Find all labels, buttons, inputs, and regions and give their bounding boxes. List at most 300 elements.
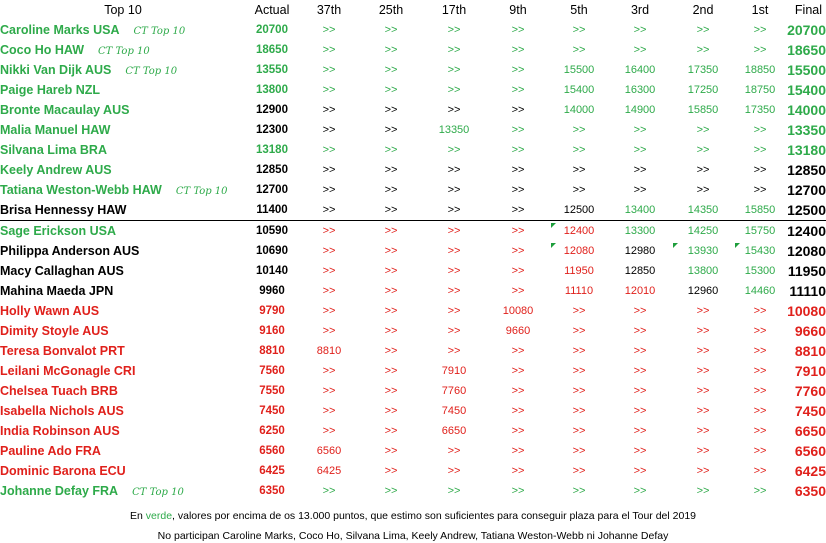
rider-name: Malia Manuel HAW bbox=[0, 123, 111, 137]
projection-cell: >> bbox=[753, 44, 767, 56]
final-points: 7760 bbox=[794, 383, 826, 399]
final-points: 12700 bbox=[787, 182, 826, 198]
projection-cell: >> bbox=[384, 225, 398, 237]
projection-cell: >> bbox=[447, 465, 461, 477]
projection-cell: >> bbox=[753, 425, 767, 437]
rider-name: Nikki Van Dijk AUS bbox=[0, 63, 112, 77]
column-header-name: Top 10 bbox=[104, 3, 142, 17]
rider-cell bbox=[0, 421, 246, 441]
ct-top10-tag: CT Top 10 bbox=[175, 186, 228, 197]
projection-cell: >> bbox=[384, 104, 398, 116]
projection-cell: >> bbox=[447, 84, 461, 96]
projection-cell: >> bbox=[572, 365, 586, 377]
projection-cell: 15400 bbox=[563, 84, 595, 96]
projection-cell: 6425 bbox=[316, 465, 342, 477]
projection-cell: 12960 bbox=[687, 285, 719, 297]
projection-cell: >> bbox=[753, 405, 767, 417]
projection-cell: >> bbox=[572, 485, 586, 497]
table-row bbox=[0, 421, 826, 441]
final-points: 12500 bbox=[786, 200, 826, 221]
projection-cell: >> bbox=[384, 385, 398, 397]
projection-cell: >> bbox=[447, 325, 461, 337]
projection-cell: 13800 bbox=[687, 265, 719, 277]
projection-cell: >> bbox=[511, 425, 525, 437]
projection-cell: >> bbox=[447, 445, 461, 457]
actual-points: 20700 bbox=[256, 24, 288, 36]
projection-cell: >> bbox=[486, 200, 550, 221]
projection-cell: >> bbox=[696, 305, 710, 317]
final-points: 18650 bbox=[787, 42, 826, 58]
projection-cell: >> bbox=[360, 200, 422, 221]
projection-cell: >> bbox=[753, 465, 767, 477]
projection-cell: 8810 bbox=[316, 345, 342, 357]
footnote-suffix: , valores por encima de os 13.000 puntos, que estimo son suficientes para conseguir plaza para el Tour del 2019 bbox=[172, 510, 696, 522]
table-row bbox=[0, 20, 826, 40]
actual-points: 13180 bbox=[256, 144, 288, 156]
projection-cell: >> bbox=[753, 305, 767, 317]
projection-cell: >> bbox=[511, 24, 525, 36]
rider-name: Bronte Macaulay AUS bbox=[0, 103, 130, 117]
projection-cell: >> bbox=[447, 144, 461, 156]
projection-cell: >> bbox=[696, 144, 710, 156]
projection-cell: 6650 bbox=[441, 425, 467, 437]
actual-points: 7450 bbox=[259, 405, 285, 417]
projection-cell: >> bbox=[572, 124, 586, 136]
projection-cell: >> bbox=[753, 124, 767, 136]
projection-cell: >> bbox=[384, 164, 398, 176]
rider-name: Dominic Barona ECU bbox=[0, 464, 126, 478]
rider-cell bbox=[0, 60, 246, 80]
actual-points: 12850 bbox=[256, 164, 288, 176]
projection-cell: >> bbox=[384, 445, 398, 457]
projection-cell: >> bbox=[633, 485, 647, 497]
projection-cell: >> bbox=[511, 245, 525, 257]
final-points: 12850 bbox=[787, 162, 826, 178]
rider-cell bbox=[0, 140, 246, 160]
actual-points: 7560 bbox=[259, 365, 285, 377]
actual-points: 11400 bbox=[246, 200, 298, 221]
projection-cell: >> bbox=[511, 144, 525, 156]
projection-cell: 14000 bbox=[563, 104, 595, 116]
projection-cell: >> bbox=[447, 305, 461, 317]
projection-cell: >> bbox=[322, 285, 336, 297]
projection-cell: 15850 bbox=[687, 104, 719, 116]
ct-top10-tag: CT Top 10 bbox=[132, 487, 184, 498]
rider-name: Leilani McGonagle CRI bbox=[0, 364, 136, 378]
projection-cell: >> bbox=[511, 265, 525, 277]
column-header-actual: Actual bbox=[254, 3, 290, 17]
projection-cell: >> bbox=[572, 405, 586, 417]
projection-cell: >> bbox=[384, 265, 398, 277]
projection-cell: >> bbox=[511, 184, 525, 196]
projection-cell: 16300 bbox=[624, 84, 656, 96]
projection-cell: >> bbox=[696, 465, 710, 477]
projection-cell: >> bbox=[384, 485, 398, 497]
rider-name: Dimity Stoyle AUS bbox=[0, 324, 109, 338]
projection-cell: >> bbox=[447, 164, 461, 176]
projection-cell: >> bbox=[633, 144, 647, 156]
rider-name: Philippa Anderson AUS bbox=[0, 244, 140, 258]
actual-points: 6350 bbox=[259, 485, 285, 497]
final-points: 11950 bbox=[787, 263, 826, 279]
projection-cell: 10080 bbox=[502, 305, 534, 317]
final-points: 11110 bbox=[789, 283, 826, 299]
projection-cell: >> bbox=[384, 285, 398, 297]
rider-name: Coco Ho HAW bbox=[0, 43, 85, 57]
projection-cell: >> bbox=[384, 64, 398, 76]
projection-cell: >> bbox=[447, 225, 461, 237]
projection-cell: 12980 bbox=[624, 245, 656, 257]
projection-cell: >> bbox=[447, 345, 461, 357]
projection-cell: >> bbox=[384, 365, 398, 377]
table-row bbox=[0, 481, 826, 501]
rider-name: Isabella Nichols AUS bbox=[0, 404, 124, 418]
projection-cell: 11950 bbox=[564, 265, 594, 277]
table-row bbox=[0, 180, 826, 200]
rider-cell bbox=[0, 321, 246, 341]
projection-cell: >> bbox=[696, 365, 710, 377]
projection-cell: >> bbox=[753, 345, 767, 357]
column-header-final: Final bbox=[794, 3, 822, 17]
actual-points: 10690 bbox=[256, 245, 288, 257]
projection-cell: 7450 bbox=[441, 405, 467, 417]
column-header-37th: 37th bbox=[316, 3, 342, 17]
projection-cell: >> bbox=[322, 164, 336, 176]
rider-name: Teresa Bonvalot PRT bbox=[0, 344, 125, 358]
column-header-5th: 5th bbox=[570, 3, 588, 17]
projection-cell: >> bbox=[753, 164, 767, 176]
rider-name: Caroline Marks USA bbox=[0, 23, 120, 37]
projection-cell: 6560 bbox=[316, 445, 342, 457]
table-row bbox=[0, 200, 826, 221]
rider-cell bbox=[0, 461, 246, 481]
projection-cell: >> bbox=[633, 425, 647, 437]
actual-points: 10590 bbox=[256, 225, 288, 237]
projection-cell: >> bbox=[511, 124, 525, 136]
final-points: 15400 bbox=[787, 82, 826, 98]
projection-cell: >> bbox=[753, 184, 767, 196]
projection-cell: >> bbox=[511, 64, 525, 76]
projection-cell: >> bbox=[322, 44, 336, 56]
header-row bbox=[0, 0, 826, 20]
footnote-absent-note: No participan Caroline Marks, Coco Ho, Silvana Lima, Keely Andrew, Tatiana Weston-Webb ni Johanne Defay bbox=[157, 530, 669, 542]
projection-cell: >> bbox=[696, 345, 710, 357]
projection-cell: >> bbox=[633, 305, 647, 317]
actual-points: 12300 bbox=[256, 124, 288, 136]
projection-cell: 9660 bbox=[505, 325, 531, 337]
cell-marker-icon bbox=[735, 243, 740, 248]
rider-name: Silvana Lima BRA bbox=[0, 143, 107, 157]
projection-cell: >> bbox=[384, 184, 398, 196]
projection-cell: >> bbox=[572, 445, 586, 457]
final-points: 13180 bbox=[787, 142, 826, 158]
projection-cell: 18750 bbox=[744, 84, 776, 96]
actual-points: 13550 bbox=[256, 64, 288, 76]
projection-cell: >> bbox=[633, 164, 647, 176]
footnote-prefix: En bbox=[130, 510, 146, 522]
projection-cell: >> bbox=[696, 44, 710, 56]
projection-cell: >> bbox=[384, 325, 398, 337]
projection-cell: 17350 bbox=[687, 64, 719, 76]
projection-cell: >> bbox=[633, 345, 647, 357]
projection-cell: 7910 bbox=[441, 365, 467, 377]
projection-cell: >> bbox=[322, 385, 336, 397]
projection-cell: >> bbox=[511, 345, 525, 357]
projection-cell: >> bbox=[384, 24, 398, 36]
table-row bbox=[0, 361, 826, 381]
projection-cell: >> bbox=[753, 445, 767, 457]
final-points: 12080 bbox=[787, 243, 826, 259]
table-row bbox=[0, 261, 826, 281]
actual-points: 7550 bbox=[259, 385, 285, 397]
projection-cell: >> bbox=[633, 325, 647, 337]
table-row bbox=[0, 160, 826, 180]
projection-cell: 14250 bbox=[687, 225, 719, 237]
projection-cell: >> bbox=[384, 465, 398, 477]
ct-top10-tag: CT Top 10 bbox=[133, 26, 186, 37]
table-row bbox=[0, 80, 826, 100]
rider-cell bbox=[0, 20, 246, 40]
column-header-17th: 17th bbox=[441, 3, 467, 17]
projection-cell: >> bbox=[696, 164, 710, 176]
projection-cell: >> bbox=[384, 245, 398, 257]
rider-cell bbox=[0, 80, 246, 100]
table-row bbox=[0, 120, 826, 140]
projection-cell: 13350 bbox=[438, 124, 470, 136]
rider-name: Tatiana Weston-Webb HAW bbox=[0, 183, 162, 197]
projection-cell: >> bbox=[696, 405, 710, 417]
actual-points: 9960 bbox=[259, 285, 285, 297]
cell-marker-icon bbox=[551, 223, 556, 228]
projection-cell: >> bbox=[633, 445, 647, 457]
rider-cell bbox=[0, 401, 246, 421]
projection-cell: >> bbox=[511, 164, 525, 176]
final-points: 9660 bbox=[794, 323, 826, 339]
ct-top10-tag: CT Top 10 bbox=[125, 66, 178, 77]
rider-cell bbox=[0, 441, 246, 461]
rider-cell bbox=[0, 301, 246, 321]
actual-points: 9790 bbox=[259, 305, 285, 317]
projection-cell: >> bbox=[633, 44, 647, 56]
cell-marker-icon bbox=[551, 243, 556, 248]
projection-cell: >> bbox=[322, 245, 336, 257]
final-points: 6650 bbox=[794, 423, 826, 439]
projection-cell: >> bbox=[696, 24, 710, 36]
projection-cell: >> bbox=[511, 104, 525, 116]
projection-cell: 15850 bbox=[734, 200, 786, 221]
projection-cell: >> bbox=[572, 164, 586, 176]
projection-cell: >> bbox=[753, 485, 767, 497]
rider-cell bbox=[0, 200, 246, 221]
projection-cell: >> bbox=[572, 345, 586, 357]
rider-name: Paige Hareb NZL bbox=[0, 83, 101, 97]
projection-cell: 11110 bbox=[564, 285, 594, 297]
projection-cell: 17250 bbox=[687, 84, 719, 96]
footnote-green-note bbox=[0, 510, 826, 522]
final-points: 6425 bbox=[794, 463, 826, 479]
projection-cell: >> bbox=[633, 405, 647, 417]
projection-cell: >> bbox=[633, 124, 647, 136]
final-points: 14000 bbox=[787, 102, 826, 118]
table-row bbox=[0, 281, 826, 301]
rider-cell bbox=[0, 180, 246, 200]
projection-cell: >> bbox=[322, 425, 336, 437]
projection-cell: >> bbox=[447, 104, 461, 116]
projection-cell: >> bbox=[511, 465, 525, 477]
projection-cell: >> bbox=[447, 485, 461, 497]
projection-cell: >> bbox=[322, 405, 336, 417]
actual-points: 12900 bbox=[256, 104, 288, 116]
projection-cell: >> bbox=[696, 425, 710, 437]
projection-cell: >> bbox=[753, 144, 767, 156]
projection-cell: >> bbox=[322, 305, 336, 317]
table-row bbox=[0, 381, 826, 401]
column-header-1st: 1st bbox=[751, 3, 769, 17]
projection-cell: >> bbox=[447, 285, 461, 297]
projection-cell: >> bbox=[322, 225, 336, 237]
projection-cell: >> bbox=[422, 200, 486, 221]
projection-cell: >> bbox=[753, 24, 767, 36]
final-points: 13350 bbox=[787, 122, 826, 138]
projection-cell: >> bbox=[696, 445, 710, 457]
table-row bbox=[0, 401, 826, 421]
actual-points: 18650 bbox=[256, 44, 288, 56]
table-row bbox=[0, 461, 826, 481]
projection-cell: 12850 bbox=[624, 265, 656, 277]
table-body bbox=[0, 20, 826, 501]
projection-cell: >> bbox=[447, 184, 461, 196]
projection-cell: >> bbox=[322, 144, 336, 156]
cell-marker-icon bbox=[673, 243, 678, 248]
projection-cell: >> bbox=[633, 385, 647, 397]
projection-cell: >> bbox=[633, 465, 647, 477]
rider-name: Macy Callaghan AUS bbox=[0, 264, 124, 278]
rider-cell bbox=[0, 381, 246, 401]
projection-cell: 13930 bbox=[672, 241, 734, 261]
projection-cell: >> bbox=[572, 44, 586, 56]
projection-cell: 18850 bbox=[744, 64, 776, 76]
projection-cell: >> bbox=[696, 184, 710, 196]
column-header-2nd: 2nd bbox=[692, 3, 714, 17]
projection-cell: >> bbox=[322, 365, 336, 377]
actual-points: 12700 bbox=[256, 184, 288, 196]
rider-cell bbox=[0, 261, 246, 281]
table-row bbox=[0, 40, 826, 60]
projection-cell: >> bbox=[322, 124, 336, 136]
projection-cell: >> bbox=[511, 385, 525, 397]
projection-cell: >> bbox=[384, 305, 398, 317]
rider-name: Keely Andrew AUS bbox=[0, 163, 112, 177]
rider-cell bbox=[0, 481, 246, 501]
actual-points: 6250 bbox=[259, 425, 285, 437]
rider-cell bbox=[0, 361, 246, 381]
projection-cell: >> bbox=[753, 325, 767, 337]
projection-cell: >> bbox=[572, 184, 586, 196]
rider-name: Chelsea Tuach BRB bbox=[0, 384, 118, 398]
projection-cell: 12500 bbox=[550, 200, 608, 221]
final-points: 8810 bbox=[794, 343, 826, 359]
table-row bbox=[0, 441, 826, 461]
projection-cell: >> bbox=[696, 325, 710, 337]
projection-cell: >> bbox=[384, 345, 398, 357]
projection-cell: >> bbox=[572, 305, 586, 317]
projection-cell: >> bbox=[511, 285, 525, 297]
projection-cell: >> bbox=[322, 24, 336, 36]
projection-cell: >> bbox=[511, 44, 525, 56]
actual-points: 10140 bbox=[256, 265, 288, 277]
projection-cell: >> bbox=[753, 365, 767, 377]
projection-cell: 17350 bbox=[744, 104, 776, 116]
table-row bbox=[0, 241, 826, 261]
projection-cell: 12080 bbox=[550, 241, 608, 261]
table-row bbox=[0, 221, 826, 242]
projection-cell: >> bbox=[322, 84, 336, 96]
projection-cell: >> bbox=[572, 465, 586, 477]
rider-cell bbox=[0, 120, 246, 140]
projection-cell: >> bbox=[511, 445, 525, 457]
rider-name: Mahina Maeda JPN bbox=[0, 284, 114, 298]
rider-cell bbox=[0, 160, 246, 180]
column-header-25th: 25th bbox=[378, 3, 404, 17]
rider-name: Holly Wawn AUS bbox=[0, 304, 100, 318]
actual-points: 8810 bbox=[259, 345, 285, 357]
projection-cell: 13300 bbox=[624, 225, 656, 237]
final-points: 7910 bbox=[794, 363, 826, 379]
final-points: 10080 bbox=[787, 303, 826, 319]
projection-cell: >> bbox=[384, 124, 398, 136]
projection-cell: >> bbox=[511, 84, 525, 96]
projection-cell: >> bbox=[572, 425, 586, 437]
projection-cell: 14460 bbox=[744, 285, 776, 297]
rider-name: Pauline Ado FRA bbox=[0, 444, 101, 458]
projection-cell: >> bbox=[753, 385, 767, 397]
projection-cell: >> bbox=[384, 144, 398, 156]
projection-cell: >> bbox=[511, 485, 525, 497]
rider-cell bbox=[0, 40, 246, 60]
projection-cell: >> bbox=[447, 64, 461, 76]
table-row bbox=[0, 341, 826, 361]
projection-cell: >> bbox=[696, 385, 710, 397]
table-row bbox=[0, 321, 826, 341]
table-row bbox=[0, 140, 826, 160]
actual-points: 9160 bbox=[259, 325, 285, 337]
actual-points: 13800 bbox=[256, 84, 288, 96]
final-points: 6350 bbox=[794, 483, 826, 499]
projection-cell: 16400 bbox=[624, 64, 656, 76]
projection-cell: >> bbox=[322, 265, 336, 277]
projection-cell: >> bbox=[384, 44, 398, 56]
actual-points: 6425 bbox=[259, 465, 285, 477]
projection-cell: >> bbox=[696, 485, 710, 497]
final-points: 7450 bbox=[794, 403, 826, 419]
rider-name: Johanne Defay FRA bbox=[0, 484, 119, 498]
projection-cell: >> bbox=[696, 124, 710, 136]
projection-cell: >> bbox=[633, 24, 647, 36]
actual-points: 6560 bbox=[259, 445, 285, 457]
projection-cell: >> bbox=[511, 225, 525, 237]
projection-cell: >> bbox=[322, 64, 336, 76]
projection-cell: >> bbox=[447, 245, 461, 257]
rider-cell bbox=[0, 341, 246, 361]
projection-cell: >> bbox=[384, 425, 398, 437]
projection-cell: >> bbox=[572, 144, 586, 156]
projection-cell: 12010 bbox=[624, 285, 656, 297]
projection-cell: >> bbox=[511, 405, 525, 417]
final-points: 12400 bbox=[787, 223, 826, 239]
projection-cell: >> bbox=[384, 84, 398, 96]
projection-cell: 12400 bbox=[550, 221, 608, 242]
ct-top10-tag: CT Top 10 bbox=[98, 46, 150, 57]
